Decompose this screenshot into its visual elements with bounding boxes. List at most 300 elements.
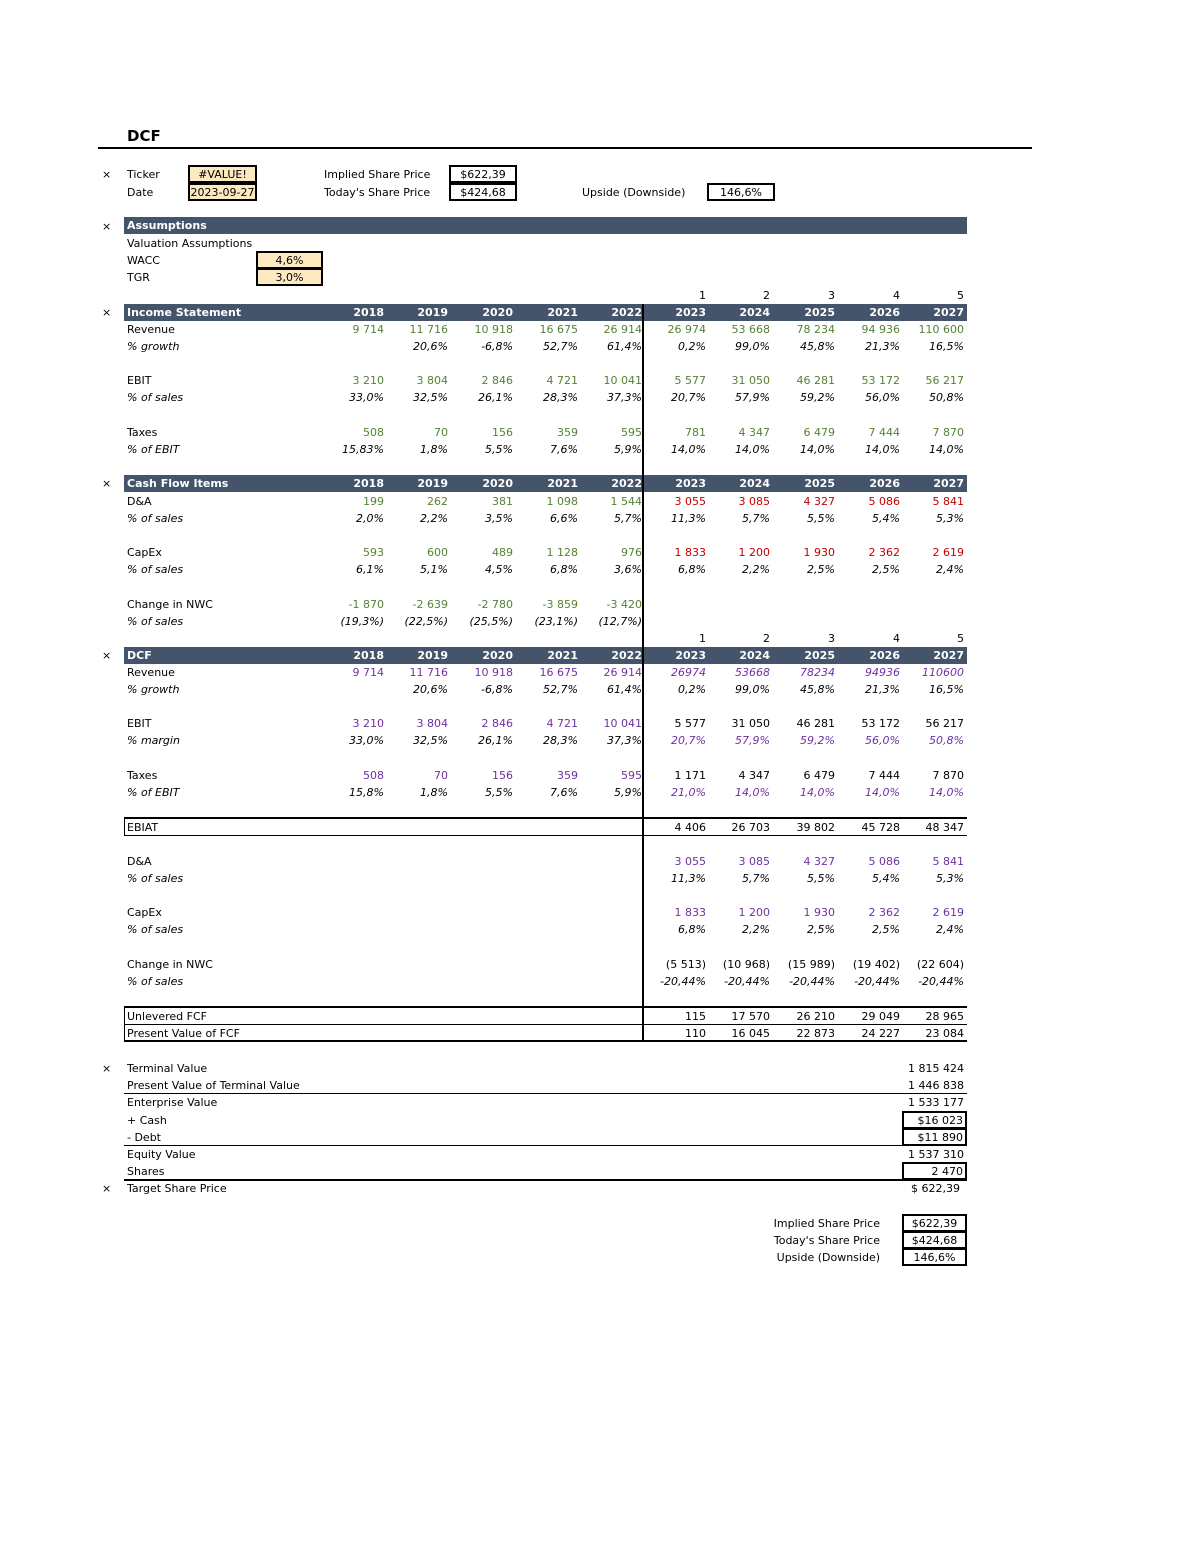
cell-value: 156 [492,426,513,439]
cell-value: 31 050 [731,717,770,730]
page-title: DCF [127,127,161,145]
cell-value: 1 200 [738,546,770,559]
cell-value: 50,8% [929,391,964,404]
cell-value: 28,3% [543,391,578,404]
cell-value: 2,4% [936,923,964,936]
cell-value: 6,8% [678,563,706,576]
cell-value: 46 281 [796,717,835,730]
cell-value: -20,44% [724,975,770,988]
enterprise-value: 1 533 177 [908,1096,964,1109]
cell-value: 4 347 [738,426,770,439]
terminal-value-label: Terminal Value [127,1062,208,1075]
cell-value: 53668 [735,666,770,679]
cell-value: 508 [363,769,384,782]
row-label: % of sales [127,872,184,885]
row-label: Revenue [127,666,175,679]
cell-value: 6 479 [803,426,835,439]
row-label: CapEx [127,546,162,559]
cell-value: -20,44% [789,975,835,988]
cell-value: 2 362 [868,906,900,919]
cell-value: 5 086 [868,855,900,868]
collapse-marker[interactable]: × [102,1182,112,1195]
period-number: 4 [893,632,900,645]
cash-label: + Cash [127,1114,167,1127]
tgr-label: TGR [127,271,150,284]
period-number: 4 [893,289,900,302]
row-label: % of sales [127,923,184,936]
cell-value: 4 721 [546,374,578,387]
cell-value: 5,9% [614,786,642,799]
unlevered-fcf-value: 115 [685,1010,706,1023]
cell-value: 14,0% [865,443,900,456]
ebiat-value: 48 347 [925,821,964,834]
cell-value: 10 041 [603,374,642,387]
year-header: 2022 [611,649,642,662]
cell-value: 3 055 [674,495,706,508]
cell-value: 20,7% [671,734,706,747]
cell-value: 595 [621,769,642,782]
cell-value: 61,4% [607,340,642,353]
cell-value: (19,3%) [340,615,384,628]
ticker-label: Ticker [127,168,160,181]
year-header: 2025 [804,649,835,662]
cell-value: -3 859 [542,598,578,611]
date-input[interactable]: 2023-09-27 [188,183,257,201]
cell-value: 70 [434,769,448,782]
cell-value: 33,0% [349,734,384,747]
cell-value: 781 [685,426,706,439]
cell-value: 5,3% [936,512,964,525]
year-header: 2018 [353,306,384,319]
cell-value: 2 846 [481,374,513,387]
row-label: % of sales [127,512,184,525]
target-price-label: Target Share Price [127,1182,227,1195]
cell-value: 52,7% [543,683,578,696]
target-price-value: $ 622,39 [911,1182,960,1195]
ebiat-label: EBIAT [127,821,159,834]
cell-value: 59,2% [800,734,835,747]
title-underline [98,147,1032,149]
cell-value: -3 420 [606,598,642,611]
summary-today-label: Today's Share Price [773,1234,880,1247]
cell-value: 14,0% [800,443,835,456]
cell-value: 26,1% [478,734,513,747]
year-header: 2027 [933,306,964,319]
collapse-marker[interactable]: × [102,220,112,233]
cell-value: 16,5% [929,683,964,696]
collapse-marker[interactable]: × [102,168,112,181]
cell-value: (22 604) [916,958,964,971]
year-header: 2023 [675,477,706,490]
cell-value: 4 721 [546,717,578,730]
cell-value: 110600 [922,666,964,679]
cell-value: 33,0% [349,391,384,404]
cell-value: 11 716 [409,323,448,336]
cell-value: (19 402) [852,958,900,971]
ebiat-value: 4 406 [674,821,706,834]
cell-value: 2,4% [936,563,964,576]
cell-value: 70 [434,426,448,439]
cell-value: 5,5% [485,786,513,799]
implied-price-value: $622,39 [449,165,517,183]
cell-value: 508 [363,426,384,439]
row-label: % of EBIT [127,443,180,456]
cell-value: -6,8% [481,683,513,696]
year-header: 2025 [804,477,835,490]
row-label: % of sales [127,615,184,628]
cell-value: 5,7% [742,872,770,885]
cell-value: 53 172 [861,374,900,387]
period-number: 1 [699,289,706,302]
cell-value: 6,8% [550,563,578,576]
pv-fcf-label: Present Value of FCF [127,1027,240,1040]
cell-value: 3 210 [352,374,384,387]
cell-value: 5,4% [872,872,900,885]
pv-fcf-value: 22 873 [796,1027,835,1040]
period-number: 5 [957,632,964,645]
cell-value: 1 833 [674,546,706,559]
summary-upside-label: Upside (Downside) [776,1251,880,1264]
pv-fcf-value: 24 227 [861,1027,900,1040]
cell-value: 2 619 [932,906,964,919]
cell-value: 10 918 [474,666,513,679]
cell-value: 15,83% [342,443,384,456]
cell-value: 5 086 [868,495,900,508]
cell-value: 5,7% [742,512,770,525]
cell-value: 381 [492,495,513,508]
cell-value: -20,44% [918,975,964,988]
cell-value: 489 [492,546,513,559]
today-price-label: Today's Share Price [324,186,431,199]
year-header: 2023 [675,306,706,319]
cell-value: 9 714 [352,666,384,679]
date-label: Date [127,186,154,199]
row-label: % of sales [127,563,184,576]
row-label: EBIT [127,717,152,730]
cell-value: 3 085 [738,855,770,868]
year-header: 2022 [611,477,642,490]
shares-input[interactable]: 2 470 [902,1162,967,1180]
year-header: 2024 [739,649,770,662]
cell-value: 3 055 [674,855,706,868]
cell-value: 1,8% [420,786,448,799]
cell-value: (25,5%) [469,615,513,628]
cell-value: 5 841 [932,495,964,508]
ebiat-value: 26 703 [731,821,770,834]
cash-input[interactable]: $16 023 [902,1111,967,1129]
row-label: % of EBIT [127,786,180,799]
summary-upside-value: 146,6% [902,1248,967,1266]
upside-value: 146,6% [707,183,775,201]
year-header: 2018 [353,649,384,662]
cell-value: 2 362 [868,546,900,559]
cell-value: 26 914 [603,323,642,336]
cell-value: 5,5% [807,872,835,885]
cell-value: 31 050 [731,374,770,387]
row-label: D&A [127,495,152,508]
enterprise-value-label: Enterprise Value [127,1096,218,1109]
cell-value: 1 098 [546,495,578,508]
target-top-border [124,1179,967,1181]
cell-value: 21,0% [671,786,706,799]
collapse-marker[interactable]: × [102,477,112,490]
cell-value: 61,4% [607,683,642,696]
tgr-input[interactable]: 3,0% [256,268,323,286]
row-label: % growth [127,340,180,353]
cell-value: 595 [621,426,642,439]
period-number: 2 [763,289,770,302]
cell-value: 53 668 [731,323,770,336]
year-header: 2018 [353,477,384,490]
cell-value: 15,8% [349,786,384,799]
cell-value: (10 968) [722,958,770,971]
period-number: 3 [828,289,835,302]
implied-price-label: Implied Share Price [324,168,431,181]
cell-value: 50,8% [929,734,964,747]
cell-value: 16,5% [929,340,964,353]
year-header: 2021 [547,649,578,662]
cell-value: 16 675 [539,323,578,336]
cell-value: 2,2% [742,923,770,936]
cell-value: 53 172 [861,717,900,730]
pv-fcf-value: 16 045 [731,1027,770,1040]
cell-value: 0,2% [678,683,706,696]
cell-value: 5,1% [420,563,448,576]
ebiat-left-border [124,817,125,836]
ebiat-value: 39 802 [796,821,835,834]
unlevered-fcf-label: Unlevered FCF [127,1010,207,1023]
equity-top-border [124,1145,967,1146]
row-label: % of sales [127,391,184,404]
cell-value: (12,7%) [598,615,642,628]
cell-value: -20,44% [660,975,706,988]
cell-value: 593 [363,546,384,559]
cell-value: 16 675 [539,666,578,679]
cell-value: 37,3% [607,391,642,404]
cell-value: 26 914 [603,666,642,679]
cell-value: 3 804 [416,717,448,730]
cell-value: 32,5% [413,734,448,747]
cell-value: 3,6% [614,563,642,576]
cell-value: 3 085 [738,495,770,508]
today-price-value: $424,68 [449,183,517,201]
unlevered-fcf-value: 28 965 [925,1010,964,1023]
cell-value: 14,0% [800,786,835,799]
cell-value: -2 639 [412,598,448,611]
year-header: 2024 [739,477,770,490]
fcf-left-border [124,1006,125,1042]
row-label: Taxes [127,426,158,439]
period-number: 3 [828,632,835,645]
debt-label: - Debt [127,1131,161,1144]
cell-value: 5,4% [872,512,900,525]
cell-value: 5,7% [614,512,642,525]
cell-value: 4 347 [738,769,770,782]
cell-value: 1 544 [610,495,642,508]
row-label: Taxes [127,769,158,782]
year-header: 2026 [869,306,900,319]
cell-value: 2 619 [932,546,964,559]
assumptions-header-label: Assumptions [127,219,207,232]
cell-value: 14,0% [865,786,900,799]
cell-value: 359 [557,426,578,439]
cell-value: 6,1% [356,563,384,576]
cell-value: 56,0% [865,734,900,747]
pv-fcf-value: 110 [685,1027,706,1040]
terminal-value: 1 815 424 [908,1062,964,1075]
ev-top-border [124,1093,967,1094]
collapse-marker[interactable]: × [102,649,112,662]
year-header: 2020 [482,649,513,662]
collapse-marker[interactable]: × [102,306,112,319]
period-number: 1 [699,632,706,645]
period-number: 5 [957,289,964,302]
cell-value: 1 171 [674,769,706,782]
year-header: 2025 [804,306,835,319]
cell-value: 3 210 [352,717,384,730]
shares-label: Shares [127,1165,165,1178]
cell-value: 262 [427,495,448,508]
cell-value: -20,44% [854,975,900,988]
collapse-marker[interactable]: × [102,1062,112,1075]
ebiat-value: 45 728 [861,821,900,834]
cell-value: 156 [492,769,513,782]
year-header: 2027 [933,649,964,662]
cell-value: 94 936 [861,323,900,336]
cell-value: 2,2% [742,563,770,576]
cell-value: 6 479 [803,769,835,782]
cell-value: 5,3% [936,872,964,885]
cash-flow-header-label: Cash Flow Items [127,477,229,490]
cell-value: 56,0% [865,391,900,404]
cell-value: 5 577 [674,717,706,730]
cell-value: 4,5% [485,563,513,576]
cell-value: (22,5%) [404,615,448,628]
row-label: EBIT [127,374,152,387]
debt-input[interactable]: $11 890 [902,1128,967,1146]
cell-value: 14,0% [929,443,964,456]
cell-value: -2 780 [477,598,513,611]
cell-value: 37,3% [607,734,642,747]
cell-value: (15 989) [787,958,835,971]
cell-value: 5,5% [807,512,835,525]
assumptions-header [124,217,967,234]
unlevered-fcf-value: 29 049 [861,1010,900,1023]
cell-value: 11 716 [409,666,448,679]
cell-value: 52,7% [543,340,578,353]
dcf-header-label: DCF [127,649,152,662]
period-number: 2 [763,632,770,645]
valuation-assumptions-label: Valuation Assumptions [127,237,253,250]
cell-value: 11,3% [671,872,706,885]
cell-value: -6,8% [481,340,513,353]
row-label: % of sales [127,975,184,988]
cell-value: 3,5% [485,512,513,525]
cell-value: 2,2% [420,512,448,525]
cell-value: (5 513) [665,958,706,971]
cell-value: 11,3% [671,512,706,525]
cell-value: 1,8% [420,443,448,456]
wacc-label: WACC [127,254,160,267]
cell-value: 99,0% [735,340,770,353]
cell-value: 0,2% [678,340,706,353]
cell-value: 32,5% [413,391,448,404]
cell-value: 2,5% [807,563,835,576]
cell-value: 14,0% [671,443,706,456]
cell-value: 7 870 [932,769,964,782]
cell-value: 4 327 [803,855,835,868]
cell-value: 6,6% [550,512,578,525]
year-header: 2026 [869,477,900,490]
equity-value-label: Equity Value [127,1148,196,1161]
cell-value: 2,0% [356,512,384,525]
year-header: 2019 [417,649,448,662]
cell-value: 6,8% [678,923,706,936]
row-label: Revenue [127,323,175,336]
cell-value: 21,3% [865,340,900,353]
equity-value: 1 537 310 [908,1148,964,1161]
income-statement-header-label: Income Statement [127,306,242,319]
cell-value: 20,6% [413,340,448,353]
cell-value: (23,1%) [534,615,578,628]
cell-value: 600 [427,546,448,559]
wacc-input[interactable]: 4,6% [256,251,323,269]
cell-value: 56 217 [925,374,964,387]
row-label: % growth [127,683,180,696]
cell-value: 9 714 [352,323,384,336]
cell-value: 2,5% [807,923,835,936]
cell-value: 10 918 [474,323,513,336]
cell-value: 14,0% [735,786,770,799]
cell-value: 5,5% [485,443,513,456]
cell-value: 1 930 [803,546,835,559]
cell-value: 1 930 [803,906,835,919]
pv-terminal-value: 1 446 838 [908,1079,964,1092]
cell-value: 7 444 [868,426,900,439]
row-label: Change in NWC [127,598,213,611]
cell-value: 20,6% [413,683,448,696]
upside-label: Upside (Downside) [582,186,686,199]
cell-value: 359 [557,769,578,782]
cell-value: 78234 [800,666,835,679]
cell-value: 28,3% [543,734,578,747]
cell-value: 57,9% [735,391,770,404]
pv-terminal-label: Present Value of Terminal Value [127,1079,300,1092]
year-header: 2019 [417,477,448,490]
cell-value: 110 600 [918,323,964,336]
row-label: % margin [127,734,180,747]
summary-today-value: $424,68 [902,1231,967,1249]
cell-value: 78 234 [796,323,835,336]
year-header: 2023 [675,649,706,662]
cell-value: 56 217 [925,717,964,730]
year-header: 2026 [869,649,900,662]
cell-value: 45,8% [800,683,835,696]
ticker-input[interactable]: #VALUE! [188,165,257,183]
year-header: 2020 [482,477,513,490]
unlevered-fcf-value: 26 210 [796,1010,835,1023]
cell-value: 976 [621,546,642,559]
cell-value: 2,5% [872,923,900,936]
cell-value: 94936 [865,666,900,679]
cell-value: 2,5% [872,563,900,576]
row-label: Change in NWC [127,958,213,971]
cell-value: 26,1% [478,391,513,404]
year-header: 2019 [417,306,448,319]
year-header: 2027 [933,477,964,490]
cell-value: 4 327 [803,495,835,508]
cell-value: 1 200 [738,906,770,919]
